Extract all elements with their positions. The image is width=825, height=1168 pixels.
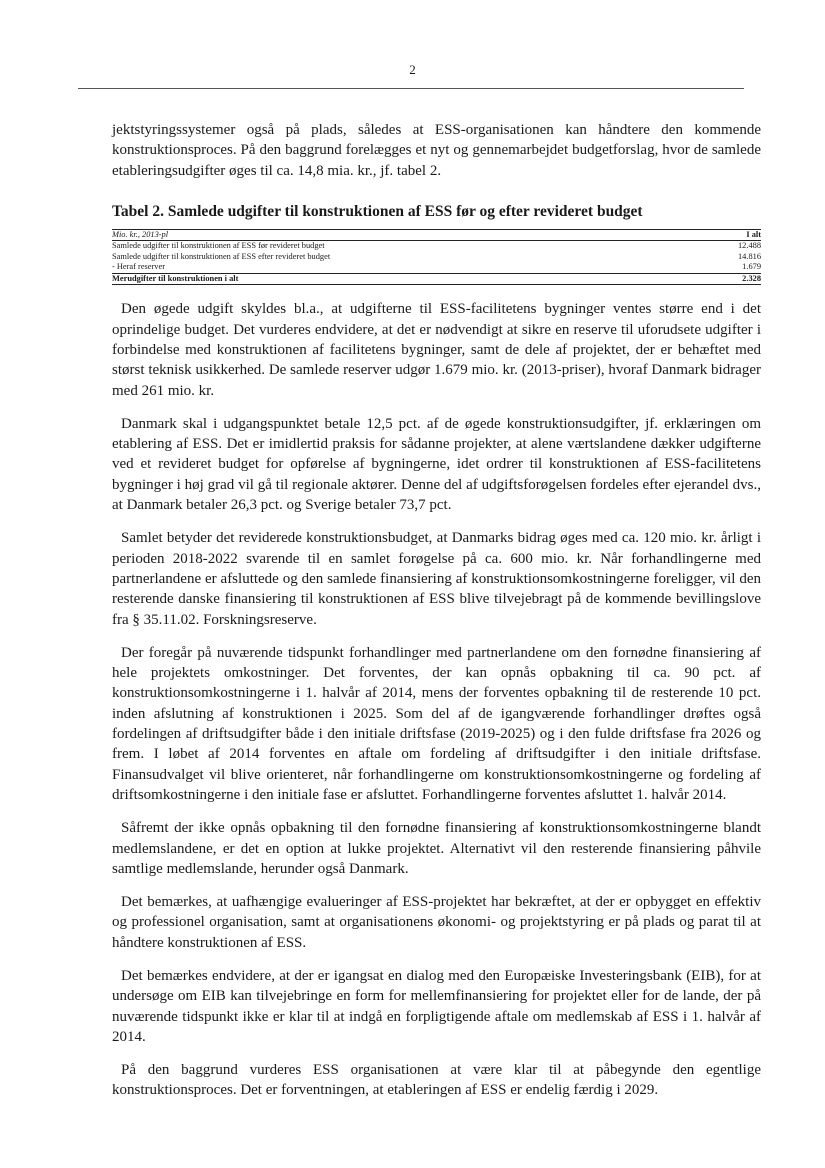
row-value: 14.816 (737, 251, 761, 261)
paragraph: Samlet betyder det reviderede konstruktionsbudget, at Danmarks bidrag øges med ca. 120 mio. kr. årligt i perioden 2018-2022 svarende til en samlet forøgelse på ca. 600 mio. kr. Når forhandlingerne med partnerlandene er afsluttede og den samlede finansiering af konstruktionsomkostningerne foreligger, vil den resterende danske finansiering til konstruktionen af ESS blive tilvejebragt på de kommende bevillingslove fra § 35.11.02. Forskningsreserve. (112, 530, 761, 628)
paragraph: Det bemærkes endvidere, at der er igangsat en dialog med den Europæiske Investeringsbank (EIB), for at undersøge om EIB kan tilvejebringe en form for mellemfinansiering for projektet eller for de lande, der på nuværende tidspunkt ikke er klar til at indgå en forpligtigende aftale om medlemskab af ESS i 1. halvår af 2014. (112, 968, 761, 1045)
document-body (112, 120, 761, 1114)
table-row (112, 262, 761, 273)
header-rule (78, 88, 744, 89)
page-number: 2 (409, 62, 416, 77)
table-header-total: I alt (699, 229, 761, 241)
table-title: Tabel 2. Samlede udgifter til konstruktionen af ESS før og efter revideret budget (112, 202, 643, 220)
paragraph: Danmark skal i udgangspunktet betale 12,5 pct. af de øgede konstruktionsudgifter, jf. erklæringen om etablering af ESS. Det er imidlertid praksis for sådanne projekter, at alene værtslandene dækker udgifterne ved et revideret budget for opførelse af bygningerne, idet ordrer til konstruktionen af ESS-facilitetens bygninger i høj grad vil gå til regionale aktører. Denne del af udgiftsforøgelsen fordeles efter ejerandel dvs., at Danmark betaler 26,3 pct. og Sverige betaler 73,7 pct. (112, 415, 761, 514)
row-label: Samlede udgifter til konstruktionen af ESS efter revideret budget (112, 251, 331, 261)
table-total-row (112, 273, 761, 285)
paragraph: Det bemærkes, at uafhængige evalueringer af ESS-projektet har bekræftet, at der er opbygget en effektiv og professionel organisation, samt at organisationens økonomi- og projektstyring er på plads og parat til at håndtere konstruktionen af ESS. (112, 894, 761, 951)
row-value: 12.488 (737, 241, 761, 251)
table-row (112, 241, 761, 252)
table-row (112, 252, 761, 263)
paragraph: På den baggrund vurderes ESS organisationen at være klar til at påbegynde den egentlige konstruktionsproces. Det er forventningen, at etableringen af ESS er endelig færdig i 2029. (112, 1062, 761, 1099)
paragraph: Der foregår på nuværende tidspunkt forhandlinger med partnerlandene om den fornødne finansiering af hele projektets omkostninger. Det forventes, der kan opnås opbakning til ca. 90 pct. af konstruktionsomkostningerne i 1. halvår af 2014, mens der forventes opbakning til de resterende 10 pct. inden afslutning af konstruktionen i 2025. Som del af de igangværende forhandlinger drøftes også fordelingen af driftsudgifter både i den initiale driftsfase (2019-2025) og i den fulde driftsfase fra 2026 og frem. I løbet af 2014 forventes en aftale om fordeling af driftsudgifter i den initiale driftsfase. Finansudvalget vil blive orienteret, når forhandlingerne om konstruktionsomkostningerne og fordeling af driftsomkostningerne i den initiale fase er afsluttet. Forhandlingerne forventes afsluttet 1. halvår 2014. (112, 644, 761, 803)
table-header-row (112, 229, 761, 241)
intro-paragraph: jektstyringssystemer også på plads, således at ESS-organisationen kan håndtere den kommende konstruktionsproces. På den baggrund forelægges et nyt og gennemarbejdet budgetforslag, hvor de samlede etableringsudgifter øges til ca. 14,8 mia. kr., jf. tabel 2. (112, 122, 761, 179)
table-header-unit: Mio. kr., 2013-pl (112, 229, 699, 241)
row-value: 1.679 (742, 262, 761, 272)
paragraph: Såfremt der ikke opnås opbakning til den fornødne finansiering af konstruktionsomkostningerne blandt medlemslandene, er det en option at lukke projektet. Alternativt vil den resterende finansiering påhvile samtlige medlemslande, herunder også Danmark. (112, 820, 761, 877)
paragraph: Den øgede udgift skyldes bl.a., at udgifterne til ESS-facilitetens bygninger ventes større end i det oprindelige budget. Det vurderes endvidere, at det er nødvendigt at sikre en reserve til uforudsete udgifter i forbindelse med konstruktionen af facilitetens bygninger, samt de dele af projektet, der er behæftet med størst teknisk usikkerhed. De samlede reserver udgør 1.679 mio. kr. (2013-priser), hvoraf Danmark bidrager med 261 mio. kr. (112, 301, 761, 399)
row-label: - Heraf reserver (112, 262, 166, 272)
row-label: Samlede udgifter til konstruktionen af ESS før revideret budget (112, 241, 325, 251)
total-label: Merudgifter til konstruktionen i alt (112, 273, 699, 285)
budget-table (112, 229, 761, 286)
total-value: 2.328 (699, 273, 761, 285)
